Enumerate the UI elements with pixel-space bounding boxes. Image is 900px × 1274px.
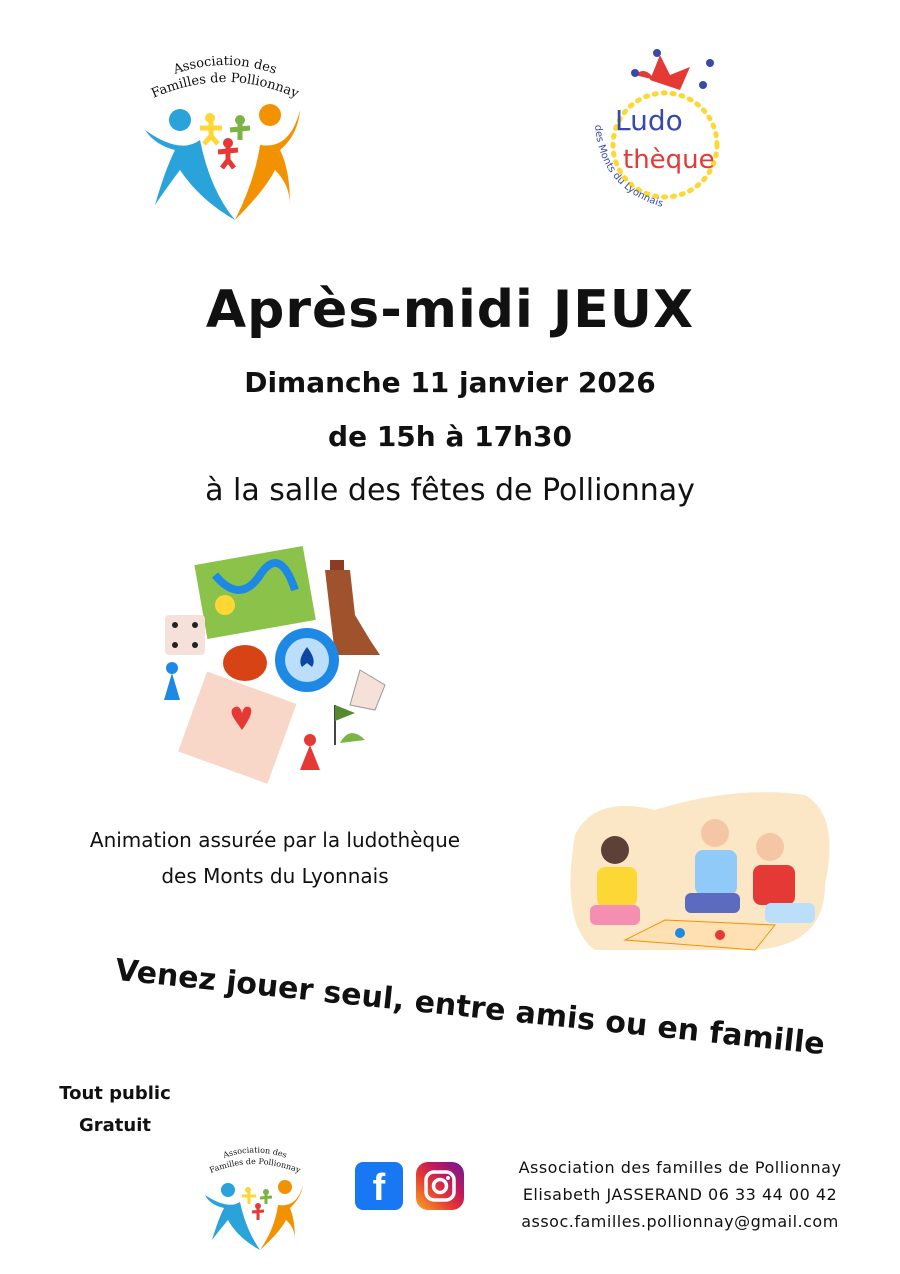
- contact-person-phone: Elisabeth JASSERAND 06 33 44 00 42: [522, 1185, 838, 1204]
- d20-icon: [350, 670, 385, 710]
- facebook-icon[interactable]: f: [355, 1162, 403, 1210]
- contact-info: [500, 1154, 860, 1235]
- pawn-red-icon: [300, 734, 320, 770]
- chess-king-icon: [325, 560, 380, 655]
- animation-line-2: des Monts du Lyonnais: [161, 864, 389, 888]
- contact-org: Association des familles de Pollionnay: [518, 1158, 842, 1177]
- instagram-icon[interactable]: [416, 1162, 464, 1210]
- svg-text:Association des: Association des: [171, 53, 279, 78]
- svg-text:Familles de Pollionnay: Familles de Pollionnay: [149, 70, 301, 102]
- flag-icon: [335, 705, 365, 745]
- svg-text:Familles de Pollionnay: Familles de Pollionnay: [208, 1156, 302, 1175]
- page-title: Après-midi JEUX: [205, 280, 695, 340]
- ludotheque-logo: [585, 45, 735, 215]
- game-board-icon: [194, 546, 315, 639]
- instagram-glyph: [416, 1162, 464, 1210]
- card-deck-icon: [223, 645, 267, 681]
- event-date: Dimanche 11 janvier 2026: [244, 366, 656, 399]
- animation-line-1: Animation assurée par la ludothèque: [89, 828, 461, 852]
- event-time: de 15h à 17h30: [328, 420, 572, 453]
- jester-hat-icon: [631, 49, 714, 90]
- svg-text:des Monts du Lyonnais: des Monts du Lyonnais: [591, 124, 665, 210]
- playing-card-icon: [178, 671, 296, 783]
- association-logo-small: [200, 1140, 310, 1255]
- board-games-illustration: [150, 545, 400, 785]
- animation-info: [60, 822, 490, 894]
- audience-line-2: Gratuit: [79, 1115, 151, 1136]
- svg-text:thèque: thèque: [623, 145, 715, 175]
- poker-chip-icon: [275, 628, 339, 692]
- association-logo: [140, 40, 310, 230]
- pawn-blue-icon: [164, 662, 180, 700]
- slogan: Venez jouer seul, entre amis ou en famille: [113, 952, 827, 1063]
- svg-text:Ludo: Ludo: [615, 104, 683, 137]
- audience-line-1: Tout public: [59, 1083, 171, 1104]
- contact-email[interactable]: assoc.familles.pollionnay@gmail.com: [521, 1212, 839, 1231]
- audience-info: [55, 1078, 175, 1142]
- dice-icon: [165, 615, 205, 655]
- kids-playing-illustration: [555, 775, 840, 960]
- svg-text:Association des: Association des: [222, 1145, 288, 1160]
- event-place: à la salle des fêtes de Pollionnay: [205, 473, 695, 508]
